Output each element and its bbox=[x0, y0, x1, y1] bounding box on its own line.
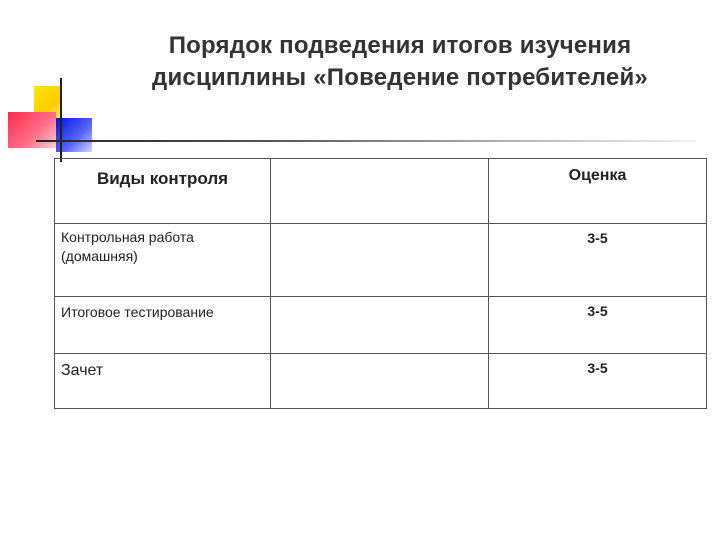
row-1-empty bbox=[271, 224, 489, 297]
slide-title bbox=[100, 30, 700, 94]
row-2-empty bbox=[271, 297, 489, 354]
slide-title-line-1: Порядок подведения итогов изучения bbox=[168, 32, 632, 59]
table-header-row bbox=[55, 159, 707, 224]
row-3-empty bbox=[271, 354, 489, 409]
table-row bbox=[55, 224, 707, 297]
slide-title-line-2: дисциплины «Поведение потребителей» bbox=[152, 64, 648, 91]
title-divider-line bbox=[36, 140, 696, 142]
table-row bbox=[55, 297, 707, 354]
header-empty bbox=[271, 159, 489, 224]
table-row bbox=[55, 354, 707, 409]
header-control-types: Виды контроля bbox=[55, 159, 271, 224]
decor-red-square bbox=[8, 112, 56, 148]
row-2-grade: 3-5 bbox=[489, 297, 707, 354]
row-1-grade: 3-5 bbox=[489, 224, 707, 297]
row-3-control-type: Зачет bbox=[55, 354, 271, 409]
decor-vertical-line bbox=[60, 78, 62, 162]
row-1-control-type bbox=[55, 224, 271, 297]
header-grade: Оценка bbox=[489, 159, 707, 224]
row-2-control-type: Итоговое тестирование bbox=[55, 297, 271, 354]
row-1-label: Контрольная работа (домашняя) bbox=[61, 229, 194, 264]
row-3-grade: 3-5 bbox=[489, 354, 707, 409]
assessment-table bbox=[54, 158, 707, 409]
